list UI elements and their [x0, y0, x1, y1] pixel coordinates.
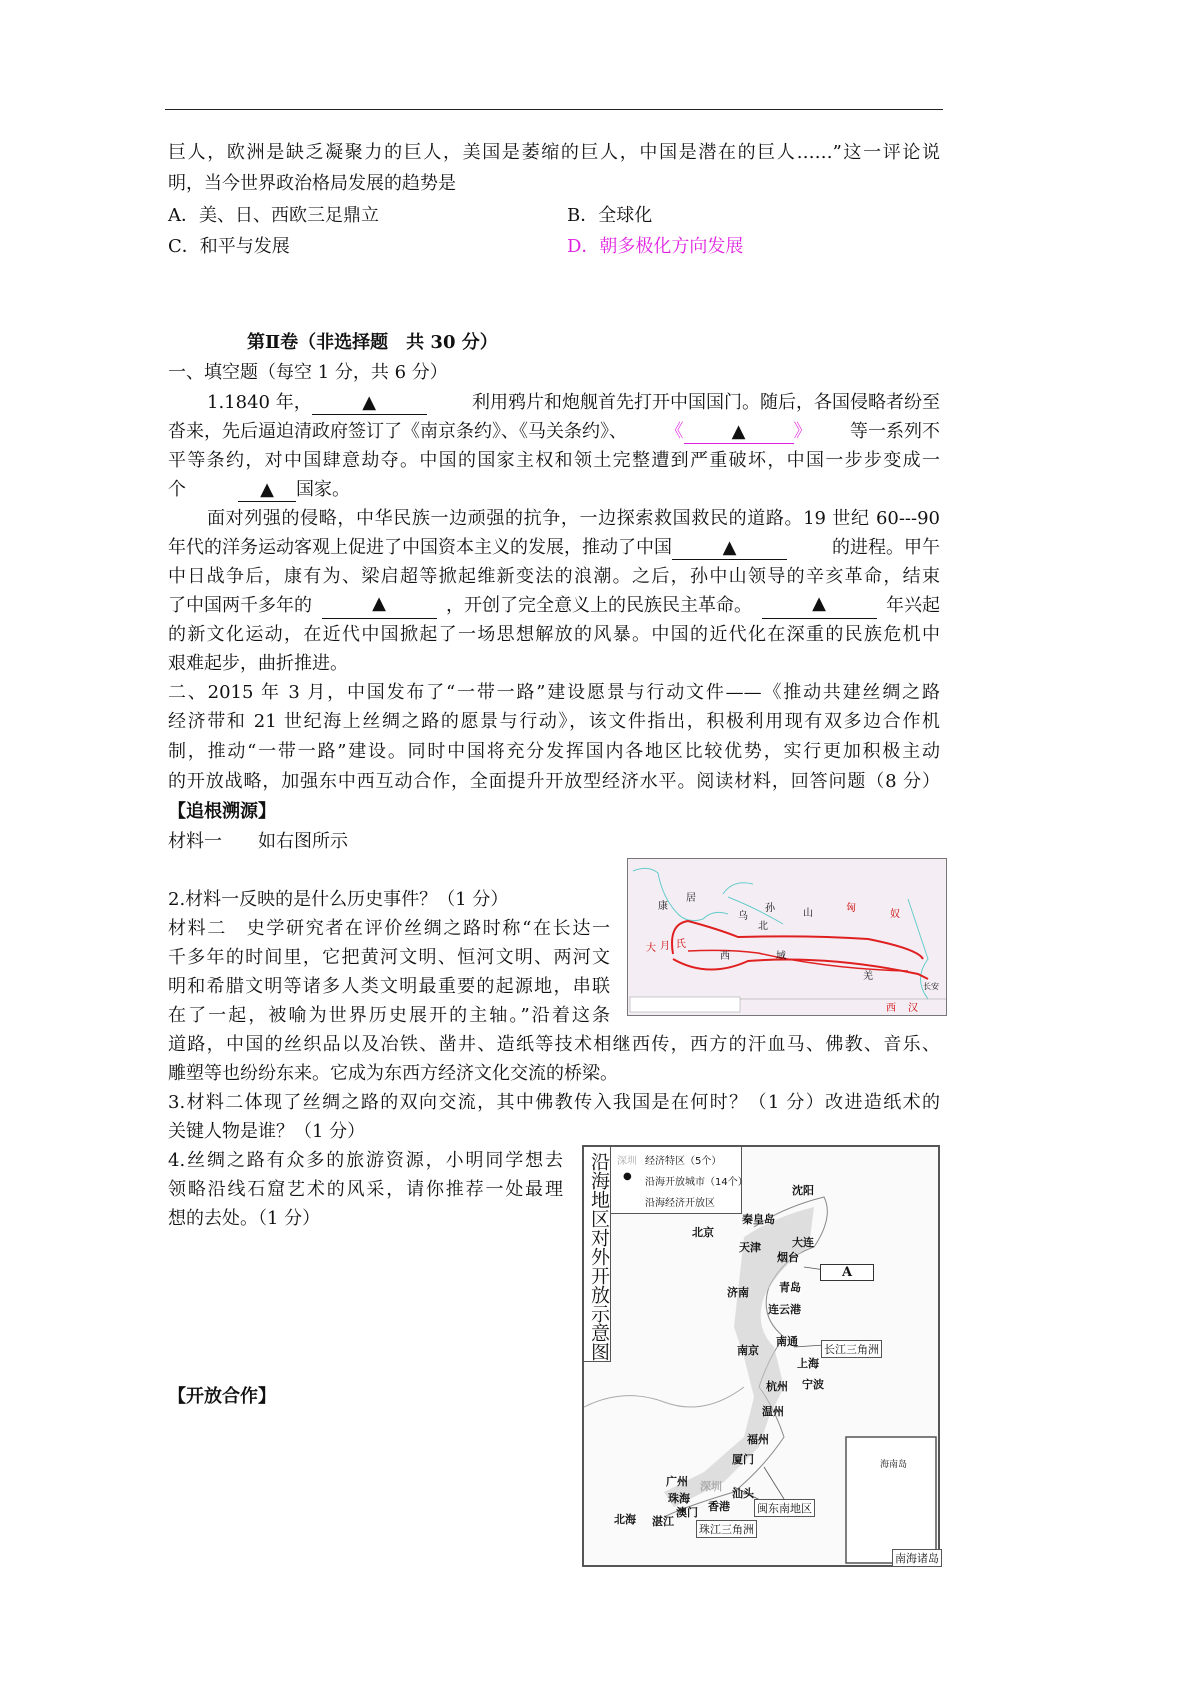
city-label: 南通: [776, 1335, 798, 1348]
blank: ▲: [684, 421, 794, 444]
city-label: 杭州: [766, 1380, 788, 1393]
text-line: [168, 535, 940, 561]
text-line: 想的去处。（1 分）: [168, 1208, 321, 1229]
option-b: B．全球化: [567, 205, 653, 226]
map-label: 北: [758, 921, 768, 932]
part-heading: 一、填空题（每空 1 分，共 6 分）: [168, 362, 448, 383]
map-title: 沿海地区对外开放示意图: [584, 1147, 611, 1362]
text-line: [168, 477, 350, 503]
legend-item: 沿海经济开放区: [645, 1198, 715, 1209]
map-label: 乌: [738, 911, 748, 922]
map-label: 孙: [765, 903, 775, 914]
box-label: 珠江三角洲: [696, 1520, 757, 1538]
map-label: 域: [776, 951, 786, 962]
text: 沓来，先后逼迫清政府签订了《南京条约》、《马关条约》、: [168, 421, 627, 442]
map-label: 氏: [676, 939, 686, 950]
question-2: 2.材料一反映的是什么历史事件？（1 分）: [168, 889, 509, 910]
city-label: 温州: [762, 1405, 784, 1418]
legend-item: 沿海开放城市（14个）: [645, 1177, 748, 1188]
city-label: 香港: [708, 1500, 730, 1513]
text-line: 中日战争后，康有为、梁启超等掀起维新变法的浪潮。之后，孙中山领导的辛亥革命，结束: [168, 566, 940, 587]
city-label: 济南: [727, 1286, 749, 1299]
text: 等一系列不: [850, 421, 940, 442]
map-label: 月: [660, 941, 670, 952]
map-label: 康: [658, 901, 668, 912]
text: 年兴起: [886, 595, 940, 616]
city-label: 南京: [737, 1344, 759, 1357]
text-line: 领略沿线石窟艺术的风采，请你推荐一处最理: [168, 1179, 563, 1200]
city-dot-icon: ●: [623, 1171, 632, 1182]
city-label: 大连: [792, 1236, 814, 1249]
map-label: 长安: [923, 982, 939, 991]
text: 利用鸦片和炮舰首先打开中国国门。随后，各国侵略者纷至: [472, 392, 940, 413]
city-label: 汕头: [732, 1487, 754, 1500]
legend-item: 经济特区（5个）: [645, 1156, 722, 1167]
text-line: 道路，中国的丝织品以及冶铁、凿井、造纸等技术相继西传，西方的汗血马、佛教、音乐、: [168, 1034, 940, 1055]
city-label: 沈阳: [792, 1184, 814, 1197]
text: 的进程。甲午: [832, 537, 940, 558]
text-line: 在了一起，被喻为世界历史展开的主轴。”沿着这条: [168, 1005, 610, 1026]
box-a: A: [820, 1264, 874, 1281]
blank: ▲: [762, 593, 877, 619]
text: 年代的洋务运动客观上促进了中国资本主义的发展，推动了中国: [168, 537, 672, 558]
text-line: 二、2015 年 3 月，中国发布了“一带一路”建设愿景与行动文件——《推动共建丝绸之路: [168, 682, 940, 703]
map-label: 汉: [908, 1003, 918, 1014]
text-line: 艰难起步，曲折推进。: [168, 653, 348, 674]
text-line: 巨人，欧洲是缺乏凝聚力的巨人，美国是萎缩的巨人，中国是潜在的巨人……”这一评论说: [168, 142, 940, 163]
map-label: 海南岛: [880, 1460, 908, 1470]
text-line: 经济带和 21 世纪海上丝绸之路的愿景与行动》，该文件指出，积极利用现有双多边合作机: [168, 711, 940, 732]
section-title: 第Ⅱ卷（非选择题 共 30 分）: [247, 332, 498, 353]
map-label: 居: [686, 893, 696, 904]
map-label: 羌: [863, 971, 873, 982]
text: 《: [665, 421, 684, 442]
map-label: 匈: [846, 903, 856, 914]
city-label: 湛江: [652, 1515, 674, 1528]
box-label: 长江三角洲: [821, 1340, 882, 1358]
text-line: 千多年的时间里，它把黄河文明、恒河文明、两河文: [168, 947, 610, 968]
coastal-opening-map: [582, 1145, 940, 1567]
blank: ▲: [238, 479, 296, 502]
box-label: 南海诸岛: [892, 1549, 942, 1567]
city-label: 秦皇岛: [742, 1213, 775, 1226]
city-label: 青岛: [779, 1281, 801, 1294]
blank: ▲: [312, 392, 427, 415]
legend-sample: 深圳: [617, 1156, 637, 1167]
map-label: 奴: [890, 909, 900, 920]
city-label: 天津: [739, 1241, 761, 1254]
map-legend: [611, 1147, 748, 1214]
text-line: [207, 390, 940, 416]
text-line: 明，当今世界政治格局发展的趋势是: [168, 173, 456, 194]
text: 个: [168, 479, 186, 500]
option-a: A．美、日、西欧三足鼎立: [168, 205, 379, 226]
text-line: 材料一 如右图所示: [168, 831, 348, 852]
text-line: 明和希腊文明等诸多人类文明最重要的起源地，串联: [168, 976, 610, 997]
city-label: 澳门: [676, 1506, 698, 1519]
box-label: 闽东南地区: [754, 1499, 815, 1517]
map-label: 西: [720, 951, 730, 962]
city-label: 宁波: [802, 1378, 824, 1391]
silk-road-map: [627, 858, 947, 1016]
text-line: 面对列强的侵略，中华民族一边顽强的抗争，一边探索救国救民的道路。19 世纪 60---90: [207, 508, 940, 529]
text-line: 材料二 史学研究者在评价丝绸之路时称“在长达一: [168, 918, 610, 939]
header-rule: [165, 109, 943, 110]
text-line: 关键人物是谁？（1 分）: [168, 1121, 366, 1142]
section-heading: 【开放合作】: [168, 1386, 276, 1407]
text-line: 平等条约，对中国肆意劫夺。中国的国家主权和领土完整遭到严重破坏，中国一步步变成一: [168, 450, 940, 471]
blank: ▲: [322, 593, 437, 619]
question-4: 4.丝绸之路有众多的旅游资源，小明同学想去: [168, 1150, 563, 1171]
text-line: 制，推动“一带一路”建设。同时中国将充分发挥国内各地区比较优势，实行更加积极主动: [168, 741, 940, 762]
map-label: 山: [803, 908, 813, 919]
text-line: 雕塑等也纷纷东来。它成为东西方经济文化交流的桥梁。: [168, 1063, 618, 1084]
map-label: 大: [646, 943, 656, 954]
text-line: [168, 419, 940, 445]
option-d-answer: D．朝多极化方向发展: [567, 236, 744, 257]
question-3: 3.材料二体现了丝绸之路的双向交流，其中佛教传入我国是在何时？（1 分）改进造纸术的: [168, 1092, 940, 1113]
city-label: 广州: [666, 1475, 688, 1488]
section-heading: 【追根溯源】: [168, 801, 276, 822]
text: 1.1840 年，: [207, 392, 312, 413]
blank: ▲: [672, 537, 787, 560]
city-label: 深圳: [700, 1480, 722, 1493]
city-label: 北海: [614, 1513, 636, 1526]
city-label: 烟台: [777, 1251, 799, 1264]
city-label: 北京: [692, 1226, 714, 1239]
city-label: 珠海: [668, 1492, 690, 1505]
option-c: C．和平与发展: [168, 236, 290, 257]
text: 国家。: [296, 479, 350, 500]
map-label: 西: [886, 1003, 896, 1014]
text-line: 的新文化运动，在近代中国掀起了一场思想解放的风暴。中国的近代化在深重的民族危机中: [168, 624, 940, 645]
city-label: 连云港: [768, 1303, 801, 1316]
city-label: 厦门: [732, 1453, 754, 1466]
text-line: [168, 593, 940, 619]
city-label: 福州: [747, 1433, 769, 1446]
city-label: 上海: [797, 1357, 819, 1370]
text: ，开创了完全意义上的民族民主革命。: [446, 595, 752, 616]
text: 》: [793, 421, 812, 442]
text-line: 的开放战略，加强东中西互动合作，全面提升开放型经济水平。阅读材料，回答问题（8 分）: [168, 771, 940, 792]
text: 了中国两千多年的: [168, 595, 312, 616]
